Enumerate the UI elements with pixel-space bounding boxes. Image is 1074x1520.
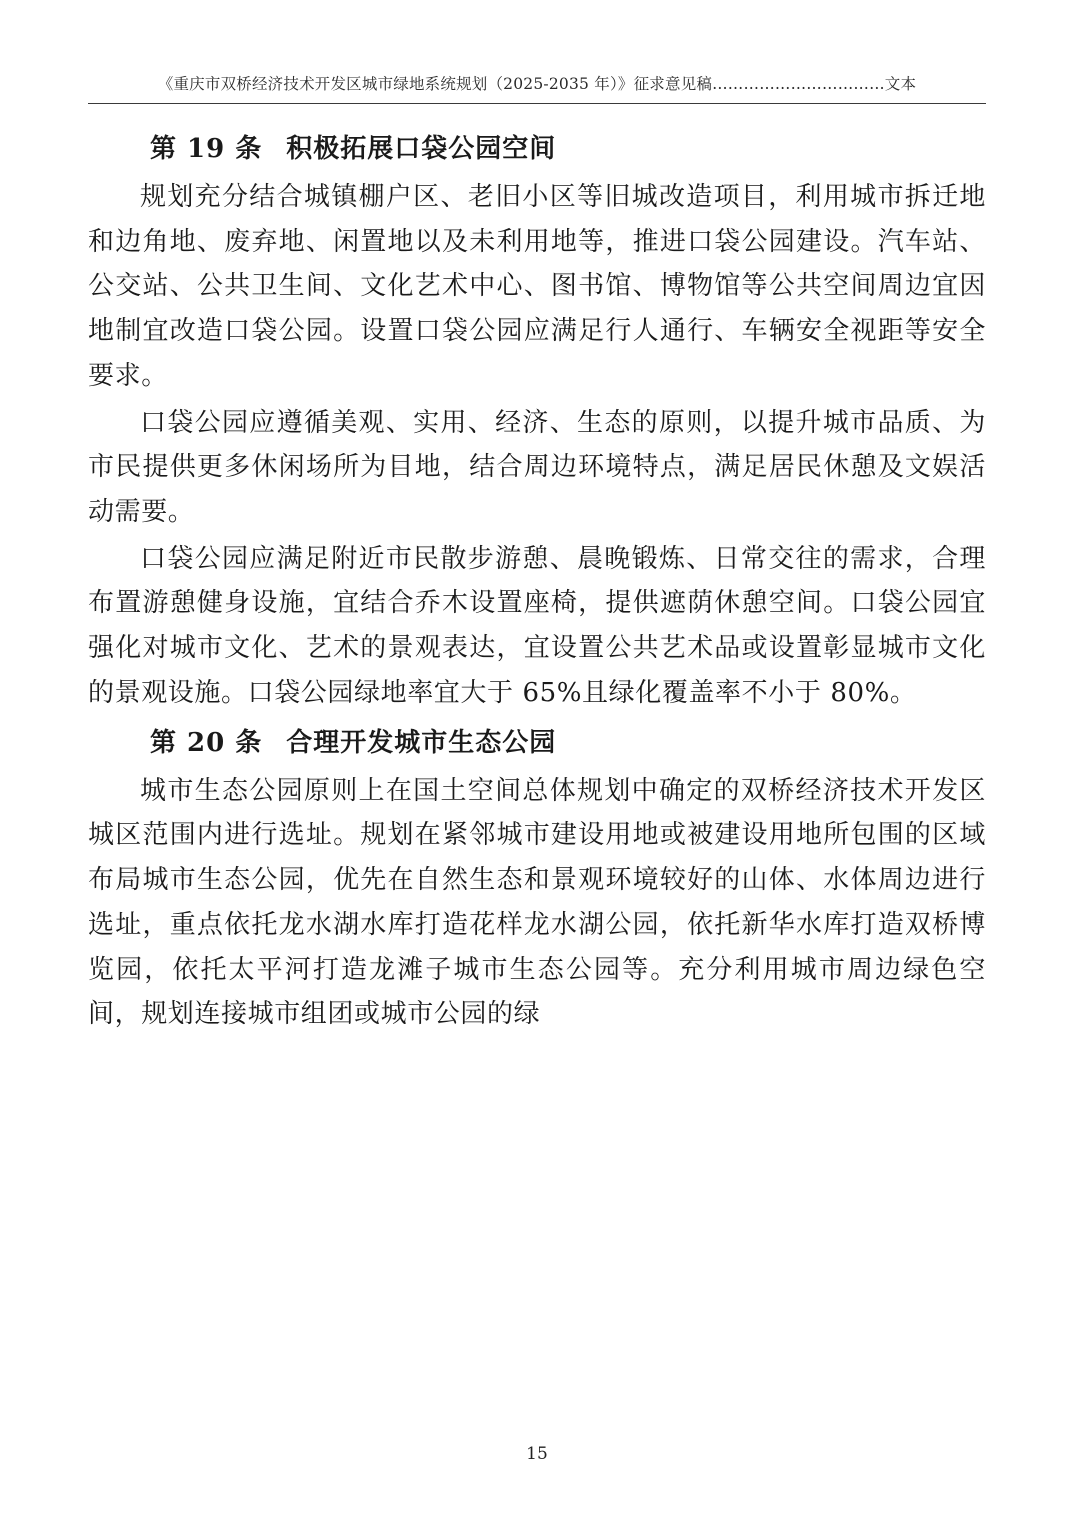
clause-title-20: 合理开发城市生态公园 [286,727,557,758]
paragraph: 城市生态公园原则上在国土空间总体规划中确定的双桥经济技术开发区城区范围内进行选址。规划在紧邻城市建设用地或被建设用地所包围的区域布局城市生态公园，优先在自然生态和景观环境较好的山体、水体周边进行选址，重点依托龙水湖水库打造花样龙水湖公园，依托新华水库打造双桥博览园，依托太平河打造龙滩子城市生态公园等。充分利用城市周边绿色空间，规划连接城市组团或城市公园的绿 [88,775,986,1030]
clause-heading-19 [88,130,986,169]
header-text: 《重庆市双桥经济技术开发区城市绿地系统规划（2025-2035 年）》征求意见稿……………………………文本 [157,75,917,93]
clause-number-19: 第 19 条 [150,134,263,164]
paragraph: 口袋公园应满足附近市民散步游憩、晨晚锻炼、日常交往的需求，合理布置游憩健身设施，宜结合乔木设置座椅，提供遮荫休憩空间。口袋公园宜强化对城市文化、艺术的景观表达，宜设置公共艺术品或设置彰显城市文化的景观设施。口袋公园绿地率宜大于 65%且绿化覆盖率不小于 80%。 [88,543,986,708]
clause-title-19: 积极拓展口袋公园空间 [286,134,557,164]
clause-heading-20 [88,724,986,763]
paragraph: 口袋公园应遵循美观、实用、经济、生态的原则，以提升城市品质、为市民提供更多休闲场所为目地，结合周边环境特点，满足居民休憩及文娱活动需要。 [88,407,986,528]
page-header [88,72,986,104]
document-body [88,130,986,1037]
header-rule [88,103,986,104]
clause-number-20: 第 20 条 [150,727,263,758]
page-number: 15 [526,1444,548,1464]
paragraph: 规划充分结合城镇棚户区、老旧小区等旧城改造项目，利用城市拆迁地和边角地、废弃地、闲置地以及未利用地等，推进口袋公园建设。汽车站、公交站、公共卫生间、文化艺术中心、图书馆、博物馆等公共空间周边宜因地制宜改造口袋公园。设置口袋公园应满足行人通行、车辆安全视距等安全要求。 [88,182,986,391]
